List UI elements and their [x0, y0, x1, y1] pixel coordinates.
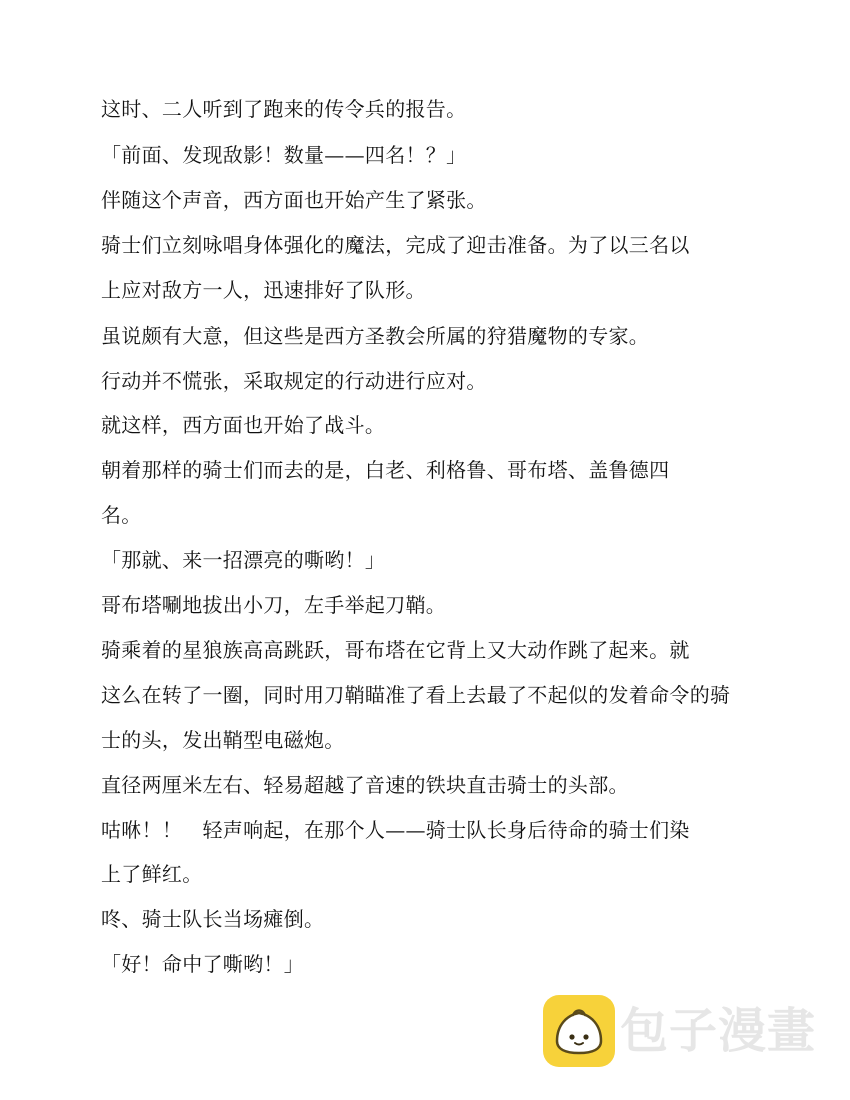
- text-line: 虽说颇有大意，但这些是西方圣教会所属的狩猎魔物的专家。: [101, 324, 650, 348]
- text-line: 这时、二人听到了跑来的传令兵的报告。: [101, 97, 467, 121]
- text-line: 「好！命中了嘶哟！」: [101, 952, 304, 976]
- text-line: 行动并不慌张，采取规定的行动进行应对。: [101, 369, 487, 393]
- text-line: 直径两厘米左右、轻易超越了音速的铁块直击骑士的头部。: [101, 773, 629, 797]
- text-line: 「那就、来一招漂亮的嘶哟！」: [101, 548, 386, 572]
- text-line: 骑士们立刻咏唱身体强化的魔法，完成了迎击准备。为了以三名以: [101, 233, 690, 257]
- text-line: 伴随这个声音，西方面也开始产生了紧张。: [101, 188, 487, 212]
- text-line: 名。: [101, 503, 142, 527]
- text-line: 咚、骑士队长当场瘫倒。: [101, 907, 325, 931]
- text-line: 上应对敌方一人，迅速排好了队形。: [101, 278, 426, 302]
- watermark-logo: [543, 995, 823, 1067]
- text-line: 朝着那样的骑士们而去的是，白老、利格鲁、哥布塔、盖鲁德四: [101, 458, 670, 482]
- text-line: 哥布塔唰地拔出小刀，左手举起刀鞘。: [101, 593, 447, 617]
- text-line: 咕咻！！ 轻声响起，在那个人——骑士队长身后待命的骑士们染: [101, 818, 690, 842]
- text-line: 上了鲜红。: [101, 862, 203, 886]
- bun-logo-icon: [543, 995, 615, 1067]
- text-line: 「前面、发现敌影！数量——四名！？」: [101, 143, 467, 167]
- text-line: 士的头，发出鞘型电磁炮。: [101, 728, 345, 752]
- text-line: 骑乘着的星狼族高高跳跃，哥布塔在它背上又大动作跳了起来。就: [101, 638, 690, 662]
- text-line: 这么在转了一圈，同时用刀鞘瞄准了看上去最了不起似的发着命令的骑: [101, 683, 731, 707]
- text-line: 就这样，西方面也开始了战斗。: [101, 413, 386, 437]
- watermark-text: 包子漫畫: [620, 1003, 817, 1059]
